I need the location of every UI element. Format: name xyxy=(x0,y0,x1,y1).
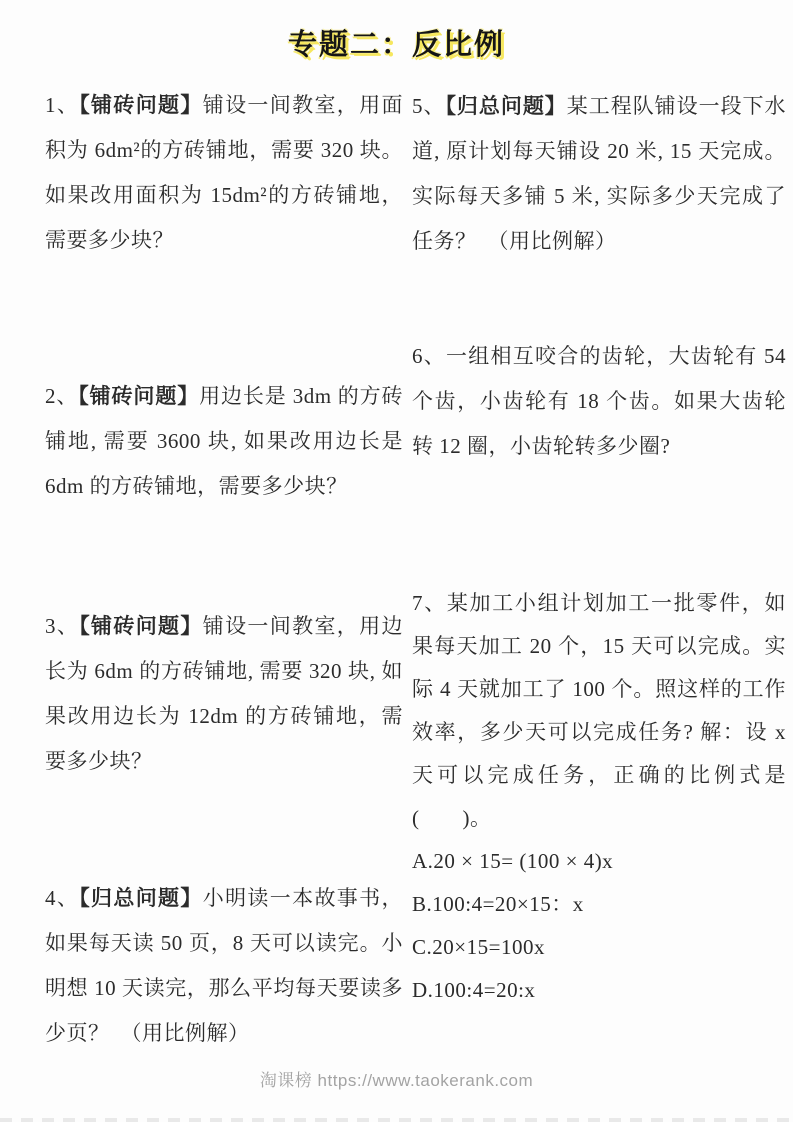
problem-2-tag: 【铺砖问题】 xyxy=(78,384,200,408)
problem-1-text: 铺设一间教室，用面积为 6dm²的方砖铺地，需要 320 块。如果改用面积为 15dm²的方砖铺地，需要多少块？ xyxy=(45,93,403,252)
problem-5-text: 某工程队铺设一段下水道, 原计划每天铺设 20 米, 15 天完成。实际每天多铺 5 米, 实际多少天完成了任务？ （用比例解） xyxy=(412,94,787,253)
problem-7 xyxy=(412,582,786,1012)
problem-7-option-d: D.100:4=20:x xyxy=(412,978,536,1002)
footer-watermark: 淘课榜 https://www.taokerank.com xyxy=(259,1071,534,1090)
problem-7-number: 7、 xyxy=(412,591,447,615)
problem-4-tag: 【归总问题】 xyxy=(79,886,203,910)
problem-5-number: 5、 xyxy=(412,94,446,118)
problem-2 xyxy=(45,374,403,509)
problem-6 xyxy=(412,334,786,469)
problem-3-number: 3、 xyxy=(45,614,80,638)
problem-2-number: 2、 xyxy=(45,384,79,408)
problem-6-number: 6、 xyxy=(412,344,446,368)
problem-2-text: 用边长是 3dm 的方砖铺地, 需要 3600 块, 如果改用边长是 6dm 的方砖铺地，需要多少块？ xyxy=(45,384,404,498)
problem-4 xyxy=(45,876,403,1056)
problem-1 xyxy=(45,83,403,263)
page-title: 专题二：反比例 xyxy=(287,29,505,61)
problem-3 xyxy=(45,604,403,784)
problem-1-tag: 【铺砖问题】 xyxy=(79,93,203,117)
problem-7-option-c: C.20×15=100x xyxy=(412,935,545,959)
problem-4-number: 4、 xyxy=(45,886,80,910)
problem-4-text: 小明读一本故事书，如果每天读 50 页，8 天可以读完。小明想 10 天读完，那么平均每天要读多少页？ （用比例解） xyxy=(45,886,403,1045)
problem-6-text: 一组相互咬合的齿轮，大齿轮有 54 个齿，小齿轮有 18 个齿。如果大齿轮转 12 圈，小齿轮转多少圈? xyxy=(412,344,786,458)
problem-7-option-a: A.20 × 15= (100 × 4)x xyxy=(412,849,614,873)
problem-7-text: 某加工小组计划加工一批零件，如果每天加工 20 个，15 天可以完成。实际 4 天就加工了 100 个。照这样的工作效率，多少天可以完成任务? 解：设 x 天可以完成任务，正确的比例式是 ( )。 xyxy=(412,591,786,830)
problem-3-text: 铺设一间教室，用边长为 6dm 的方砖铺地, 需要 320 块, 如果改用边长为 12dm 的方砖铺地，需要多少块？ xyxy=(45,614,403,773)
problem-5-tag: 【归总问题】 xyxy=(445,94,567,118)
problem-7-option-b: B.100:4=20×15：x xyxy=(412,892,584,916)
problem-5 xyxy=(412,84,786,264)
problem-3-tag: 【铺砖问题】 xyxy=(79,614,203,638)
next-page-edge xyxy=(0,1118,793,1122)
problem-1-number: 1、 xyxy=(45,93,80,117)
